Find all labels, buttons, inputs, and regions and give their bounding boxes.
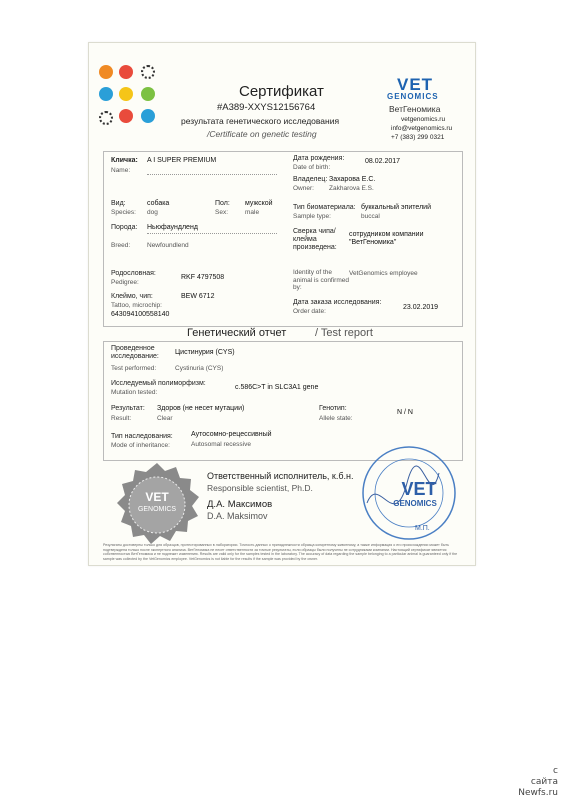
watermark-line3[interactable]: Newfs.ru bbox=[518, 788, 558, 798]
label-performed-en: Test performed: bbox=[111, 365, 157, 372]
label-dob-en: Date of birth: bbox=[293, 164, 331, 171]
watermark-line2: сайта bbox=[530, 777, 558, 787]
subtitle-ru: результата генетического исследования bbox=[181, 116, 340, 126]
label-sample-ru: Тип биоматериала: bbox=[293, 204, 356, 211]
label-breed-ru: Порода: bbox=[111, 224, 138, 231]
label-name-ru: Кличка: bbox=[111, 157, 138, 164]
value-inherit-ru: Аутосомно-рецессивный bbox=[191, 431, 272, 438]
label-poly-en: Mutation tested: bbox=[111, 389, 158, 396]
value-breed-en: Newfoundlend bbox=[147, 242, 189, 249]
report-title-ru: Генетический отчет bbox=[187, 327, 287, 339]
label-sex-en: Sex: bbox=[215, 209, 229, 216]
dot-red-icon bbox=[119, 65, 133, 79]
disclaimer-text: Результаты достоверны только для образцов, протестированных в лаборатории. Точность данных о принадлежности образца конкретному животному, а также информация о его происхождении может быть подтверждена только после экспертного анализа. ВетГеномика не несет ответственности за точные результаты, если образцы были получены не сотрудниками компании. Настоящий сертификат является собственностью ВетГеномика и не подлежит изменению. Results are valid only for the samples tested in the laboratory. The accuracy of data regarding the sample belonging to a particular animal is guaranteed only if the sample was collected by the VetGenomics employee. VetGenomics is not liable for the results if the sample was provided by the owner. bbox=[103, 543, 458, 561]
label-genotype-ru: Генотип: bbox=[319, 405, 347, 412]
value-owner-en: Zakharova E.S. bbox=[329, 185, 374, 192]
gray-seal-icon bbox=[113, 461, 201, 549]
report-title-en: / Test report bbox=[315, 327, 373, 339]
genomics-logo: GENOMICS bbox=[387, 92, 439, 101]
dot-blue-icon bbox=[99, 87, 113, 101]
company-name: ВетГеномика bbox=[389, 104, 441, 114]
value-breed-ru: Ньюфаундленд bbox=[147, 224, 198, 231]
blue-stamp-icon bbox=[359, 443, 459, 543]
value-species-ru: собака bbox=[147, 200, 170, 207]
scientist-name-en: D.A. Maksimov bbox=[207, 511, 268, 521]
value-owner-ru: Захарова Е.С. bbox=[329, 176, 376, 183]
value-result-en: Clear bbox=[157, 415, 173, 422]
value-sex-en: male bbox=[245, 209, 260, 216]
value-performed-ru: Цистинурия (CYS) bbox=[175, 349, 235, 356]
label-result-ru: Результат: bbox=[111, 405, 145, 412]
dot-yellow-icon bbox=[119, 87, 133, 101]
label-tattoo-en: Tattoo, microchip: bbox=[111, 302, 162, 309]
label-owner-en: Owner: bbox=[293, 185, 314, 192]
label-result-en: Result: bbox=[111, 415, 132, 422]
value-genotype: N / N bbox=[397, 409, 413, 416]
label-verify-en: Identity of the animal is confirmed by: bbox=[293, 269, 349, 291]
watermark-line1: с bbox=[553, 766, 558, 776]
label-owner-ru: Владелец: bbox=[293, 176, 328, 183]
value-chip: 643094100558140 bbox=[111, 311, 170, 318]
label-name-en: Name: bbox=[111, 167, 131, 174]
subtitle-en: /Certificate on genetic testing bbox=[207, 129, 317, 139]
label-genotype-en: Allele state: bbox=[319, 415, 353, 422]
label-sample-en: Sample type: bbox=[293, 213, 331, 220]
certificate-number: #А389-XXYS12156764 bbox=[217, 102, 316, 113]
value-tattoo: BEW 6712 bbox=[181, 293, 215, 300]
label-breed-en: Breed: bbox=[111, 242, 131, 249]
dot-green-icon bbox=[141, 87, 155, 101]
dot-orange-icon bbox=[99, 65, 113, 79]
certificate-sheet bbox=[88, 42, 476, 566]
value-polymorphism: c.586C>T in SLC3A1 gene bbox=[235, 384, 319, 391]
scientist-role-ru: Ответственный исполнитель, к.б.н. bbox=[207, 471, 354, 481]
label-sex-ru: Пол: bbox=[215, 200, 230, 207]
company-phone: +7 (383) 299 0321 bbox=[391, 134, 445, 141]
value-performed-en: Cystinuria (CYS) bbox=[175, 365, 224, 372]
label-pedigree-ru: Родословная: bbox=[111, 270, 156, 277]
label-tattoo-ru: Клеймо, чип: bbox=[111, 293, 153, 300]
company-email[interactable]: info@vetgenomics.ru bbox=[391, 125, 453, 132]
dot-red-icon bbox=[119, 109, 133, 123]
label-species-ru: Вид: bbox=[111, 200, 126, 207]
dot-blue-icon bbox=[141, 109, 155, 123]
label-dob-ru: Дата рождения: bbox=[293, 155, 345, 162]
vet-logo: VET bbox=[397, 75, 434, 94]
value-name: A I SUPER PREMIUM bbox=[147, 157, 217, 164]
value-inherit-en: Autosomal recessive bbox=[191, 441, 251, 448]
value-pedigree: RKF 4797508 bbox=[181, 274, 225, 281]
label-species-en: Species: bbox=[111, 209, 136, 216]
scientist-name-ru: Д.А. Максимов bbox=[207, 499, 273, 510]
value-verify-en: VetGenomics employee bbox=[349, 270, 418, 277]
svg-text:VET: VET bbox=[401, 479, 437, 499]
value-result-ru: Здоров (не несет мутации) bbox=[157, 405, 245, 412]
dot-ring-icon bbox=[99, 111, 113, 125]
label-inherit-ru: Тип наследования: bbox=[111, 433, 173, 440]
value-sex-ru: мужской bbox=[245, 200, 273, 207]
scientist-role-en: Responsible scientist, Ph.D. bbox=[207, 483, 313, 493]
value-species-en: dog bbox=[147, 209, 158, 216]
seal-mp: М.П. bbox=[415, 525, 430, 532]
value-sample-en: buccal bbox=[361, 213, 380, 220]
svg-text:GENOMICS: GENOMICS bbox=[137, 506, 177, 513]
company-site[interactable]: vetgenomics.ru bbox=[401, 116, 446, 123]
svg-text:VET: VET bbox=[145, 490, 169, 504]
label-order-ru: Дата заказа исследования: bbox=[293, 299, 382, 306]
value-sample-ru: буккальный эпителий bbox=[361, 204, 431, 211]
label-pedigree-en: Pedigree: bbox=[111, 279, 139, 286]
dot-ring-icon bbox=[141, 65, 155, 79]
certificate-title: Сертификат bbox=[239, 83, 324, 100]
value-dob: 08.02.2017 bbox=[365, 158, 401, 165]
label-poly-ru: Исследуемый полиморфизм: bbox=[111, 380, 206, 387]
value-verify-ru: сотрудником компании "ВетГеномика" bbox=[349, 231, 424, 246]
value-order-date: 23.02.2019 bbox=[403, 304, 439, 311]
label-inherit-en: Mode of inheritance: bbox=[111, 442, 170, 449]
label-performed-ru: Проведенное исследование: bbox=[111, 345, 159, 360]
label-order-en: Order date: bbox=[293, 308, 326, 315]
label-verify-ru: Сверка чипа/клейма произведена: bbox=[293, 228, 337, 251]
svg-text:GENOMICS: GENOMICS bbox=[393, 499, 437, 508]
